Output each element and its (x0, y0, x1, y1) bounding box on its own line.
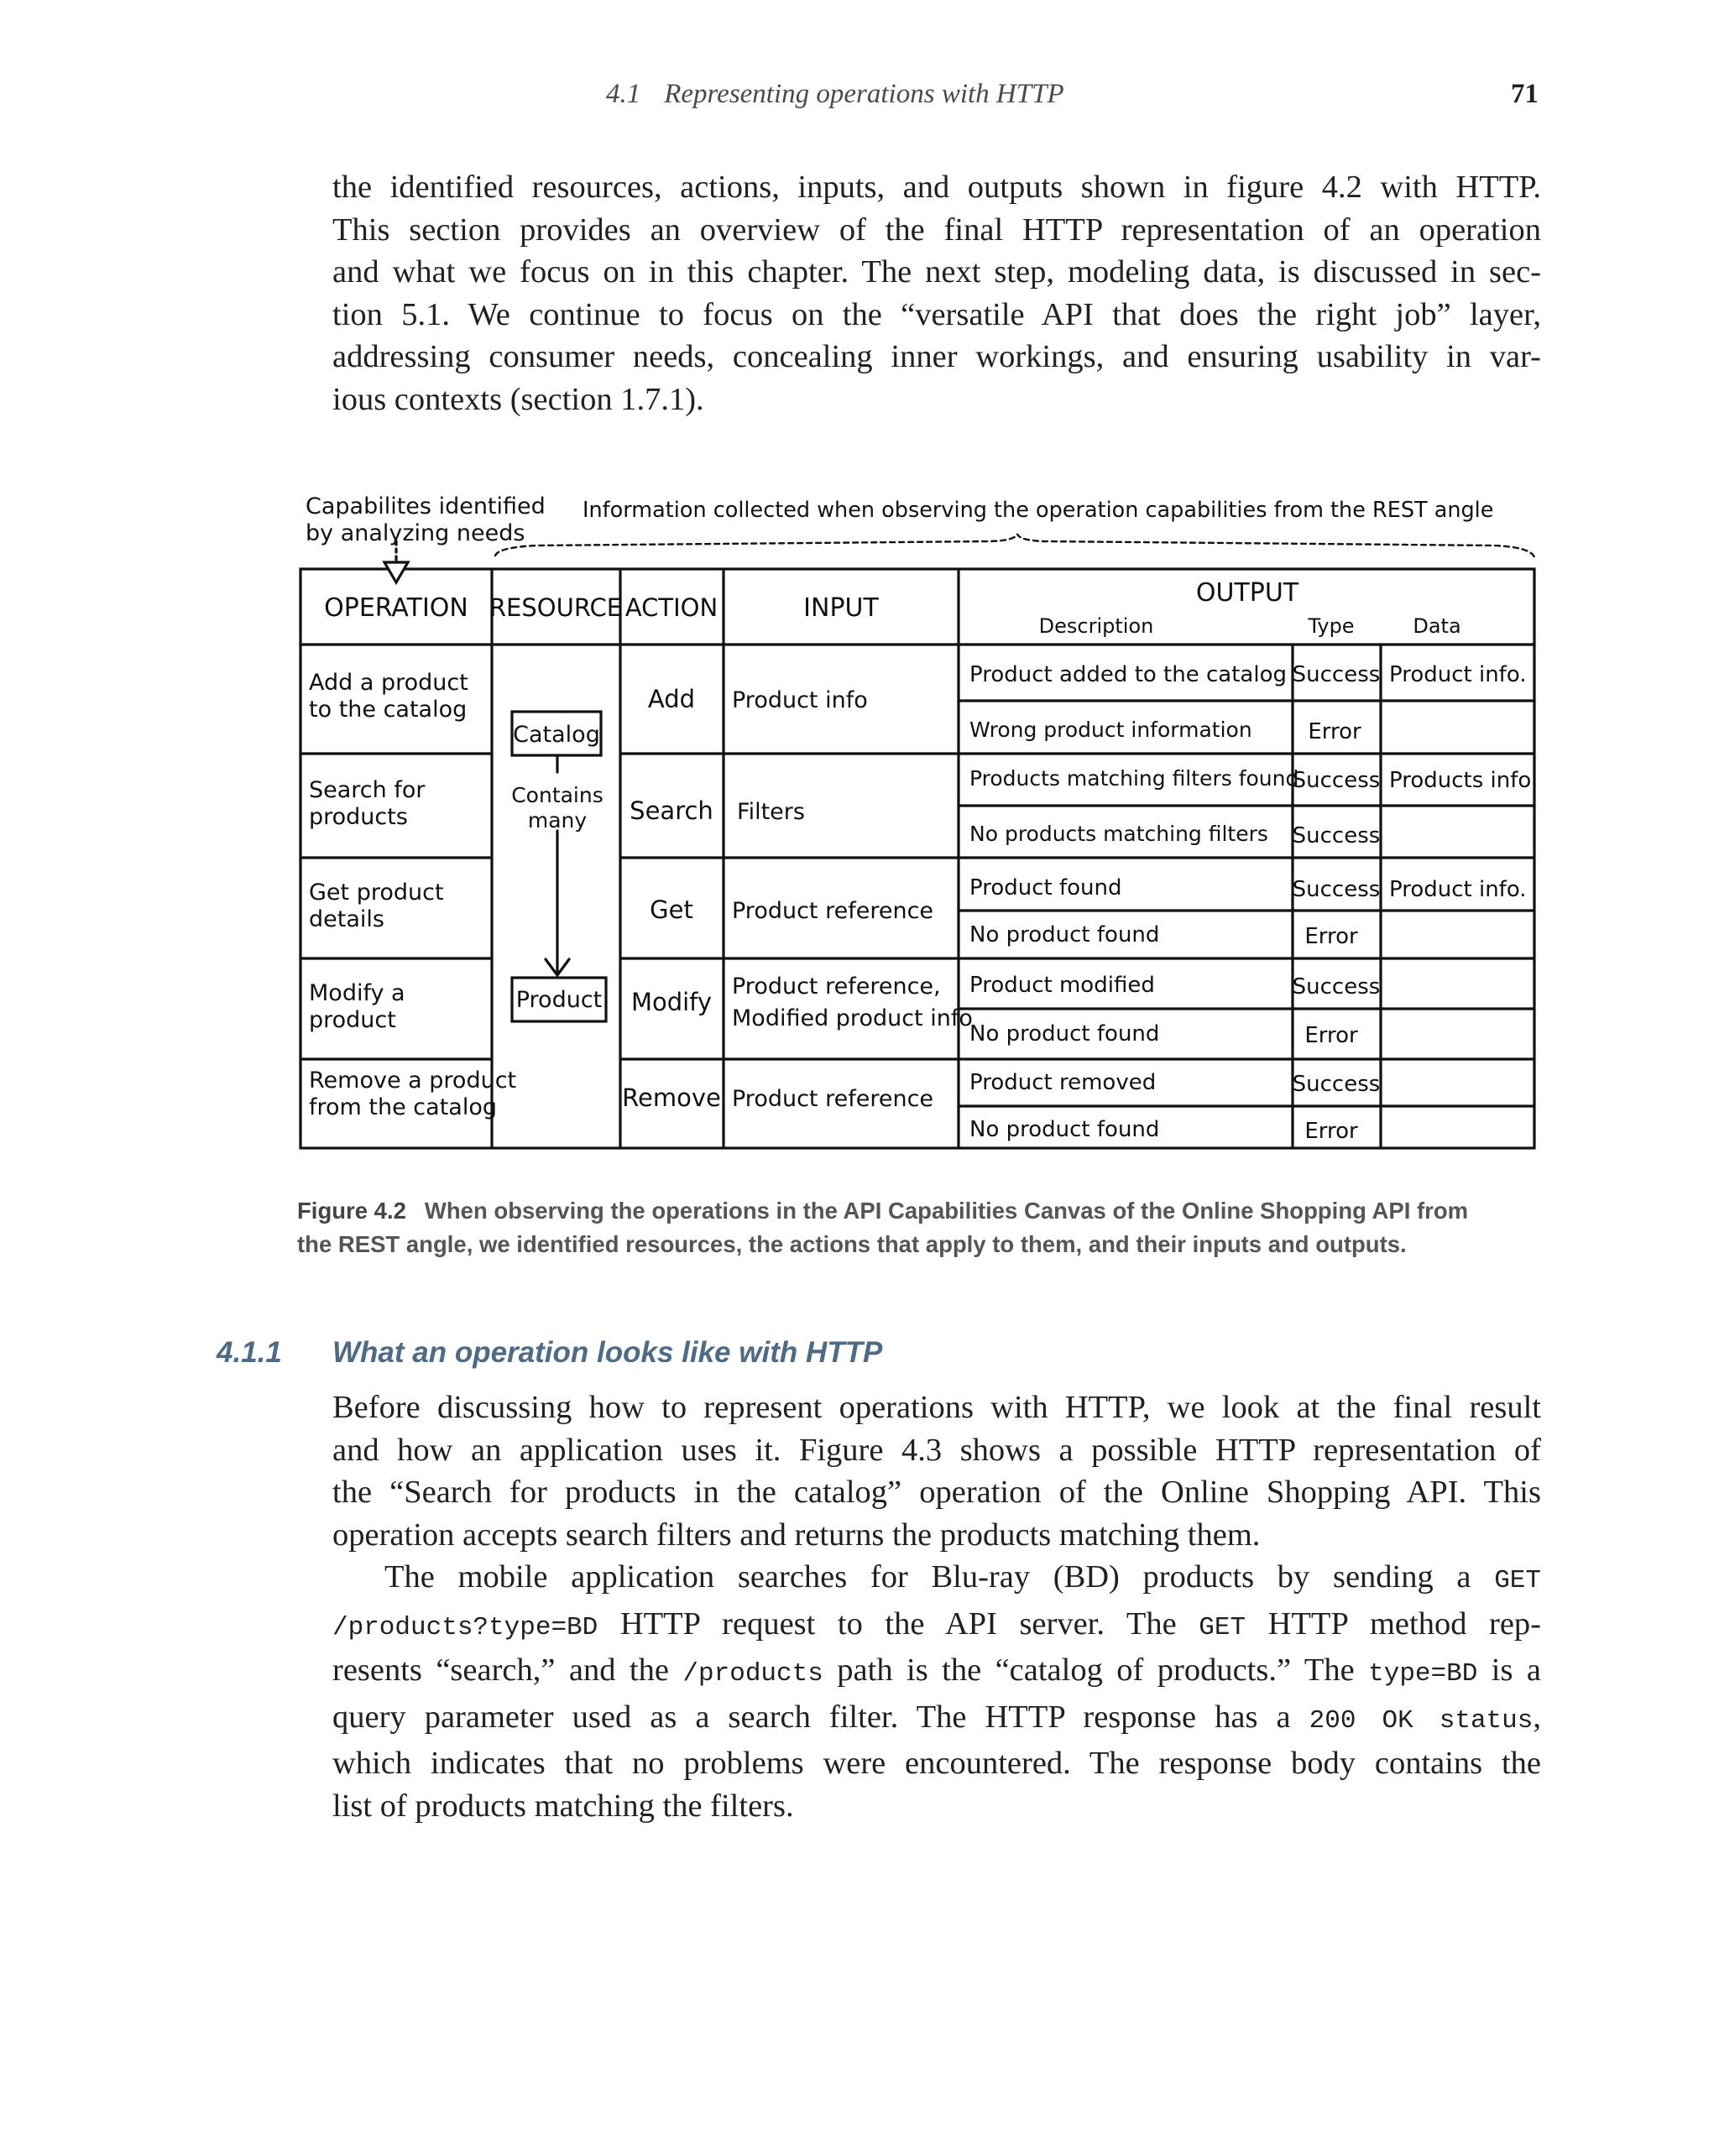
input-label: Filters (737, 799, 805, 825)
output-type: Success (1292, 768, 1381, 793)
section-number: 4.1.1 (217, 1336, 282, 1369)
output-type: Success (1292, 974, 1381, 1000)
output-data: Product info. (1389, 877, 1527, 902)
paragraph-line (332, 1556, 1541, 1603)
input-label: Product reference (732, 898, 934, 924)
paragraph-line: Before discussing how to represent operations with HTTP, we look at the final result (332, 1390, 1541, 1425)
intro-line: the identified resources, actions, inputs, and outputs shown in figure 4.2 with HTTP. (332, 170, 1541, 205)
output-description: Products matching filters found (969, 766, 1299, 791)
section-title: What an operation looks like with HTTP (332, 1336, 883, 1369)
output-type: Success (1292, 1072, 1381, 1097)
operation-name: Modify a (309, 980, 405, 1006)
paragraph-line (332, 1649, 1541, 1696)
header-resource: RESOURCE (489, 593, 623, 622)
output-type: Error (1304, 924, 1358, 949)
header-section-title: Representing operations with HTTP (664, 79, 1064, 109)
output-type: Error (1304, 1023, 1358, 1048)
output-description: Wrong product information (969, 718, 1252, 742)
text-run: HTTP method rep- (1267, 1605, 1541, 1642)
text-run: resents “search,” and the (332, 1652, 669, 1688)
output-data: Product info. (1389, 662, 1527, 687)
operation-name: to the catalog (309, 697, 468, 723)
left-annotation-line: Capabilites identified (306, 493, 546, 519)
operation-name: Search for (309, 777, 426, 803)
paragraph-2 (332, 1386, 1541, 1556)
output-description: No product found (969, 1021, 1160, 1047)
figure-caption (297, 1194, 1539, 1261)
output-description: Product found (969, 875, 1122, 901)
resource-relation: Contains (511, 783, 603, 807)
top-annotation: Information collected when observing the operation capabilities from the REST angle (583, 498, 1494, 523)
action-label: Modify (630, 988, 713, 1016)
paragraph-line: the “Search for products in the catalog” operation of the Online Shopping API. This (332, 1475, 1541, 1510)
operation-name: Remove a product (309, 1068, 517, 1094)
text-run: , (1533, 1699, 1541, 1735)
output-type: Success (1292, 823, 1381, 848)
header-action: ACTION (624, 593, 718, 622)
output-type: Success (1292, 662, 1381, 687)
paragraph-line: which indicates that no problems were encountered. The response body contains the (332, 1746, 1541, 1781)
action-label: Add (647, 685, 696, 713)
output-description: Product removed (969, 1070, 1157, 1095)
operation-name: products (309, 804, 408, 830)
resource-relation: many (527, 808, 588, 833)
output-type: Success (1292, 877, 1381, 902)
intro-line: tion 5.1. We continue to focus on the “versatile API that does the right job” layer, (332, 296, 1541, 332)
text-run: is a (1491, 1652, 1542, 1688)
caption-line: When observing the operations in the API Capabilities Canvas of the Online Shopping API from (424, 1198, 1469, 1224)
input-label: Product info (732, 687, 868, 713)
paragraph-line (332, 1696, 1541, 1743)
code-query: type=BD (1368, 1659, 1478, 1689)
code-get: GET (1199, 1612, 1246, 1642)
text-run: query parameter used as a search filter. The HTTP response has a (332, 1699, 1291, 1735)
text-run: path is the “catalog of products.” The (837, 1652, 1355, 1688)
intro-line: addressing consumer needs, concealing inner workings, and ensuring usability in var- (332, 339, 1541, 374)
input-label: Product reference, (732, 974, 941, 1000)
resource-catalog: Catalog (513, 722, 600, 748)
page-number: 71 (1511, 79, 1539, 109)
input-label: Product reference (732, 1086, 934, 1112)
dashed-brace (495, 534, 1534, 557)
input-label: Modified product info (732, 1005, 973, 1031)
output-data: Products info. (1389, 768, 1539, 793)
output-type: Error (1304, 1119, 1358, 1144)
header-description: Description (1038, 614, 1154, 638)
header-section-number: 4.1 (606, 79, 641, 109)
header-data: Data (1413, 614, 1461, 638)
operation-name: from the catalog (309, 1094, 497, 1120)
operation-name: details (309, 906, 384, 932)
code-status: 200 OK status (1309, 1705, 1534, 1736)
action-label: Remove (622, 1083, 721, 1112)
header-input: INPUT (803, 593, 879, 623)
intro-line: This section provides an overview of the final HTTP representation of an operation (332, 211, 1541, 248)
output-type: Error (1308, 719, 1361, 744)
header-type: Type (1308, 614, 1355, 638)
operation-name: product (309, 1007, 396, 1033)
intro-line: ious contexts (section 1.7.1). (332, 381, 704, 417)
text-run: The mobile application searches for Blu-ray (BD) products by sending a (384, 1559, 1471, 1595)
action-label: Search (630, 796, 713, 825)
left-annotation-line: by analyzing needs (306, 520, 525, 546)
output-description: Product modified (969, 973, 1155, 998)
intro-line: and what we focus on in this chapter. The next step, modeling data, is discussed in sec- (332, 254, 1541, 290)
code-path: /products (682, 1659, 823, 1689)
output-description: No product found (969, 922, 1160, 947)
caption-line: the REST angle, we identified resources, the actions that apply to them, and their inputs and outputs. (297, 1231, 1407, 1257)
operation-name: Get product (309, 880, 444, 906)
paragraph-3 (332, 1556, 1541, 1827)
caption-label: Figure 4.2 (297, 1198, 406, 1224)
paragraph-line: list of products matching the filters. (332, 1788, 794, 1824)
header-operation: OPERATION (324, 593, 468, 623)
operation-name: Add a product (309, 670, 468, 696)
action-label: Get (650, 895, 693, 924)
text-run: HTTP request to the API server. The (619, 1605, 1177, 1642)
paragraph-line: operation accepts search filters and returns the products matching them. (332, 1517, 1261, 1553)
resource-product: Product (515, 987, 603, 1013)
output-description: Product added to the catalog (969, 662, 1287, 687)
paragraph-line: and how an application uses it. Figure 4.3 shows a possible HTTP representation of (332, 1432, 1541, 1468)
code-path-query: /products?type=BD (332, 1612, 598, 1642)
output-description: No products matching filters (969, 822, 1268, 846)
paragraph-line (332, 1603, 1541, 1650)
output-description: No product found (969, 1117, 1160, 1142)
header-output: OUTPUT (1195, 578, 1299, 608)
code-get: GET (1494, 1566, 1541, 1595)
